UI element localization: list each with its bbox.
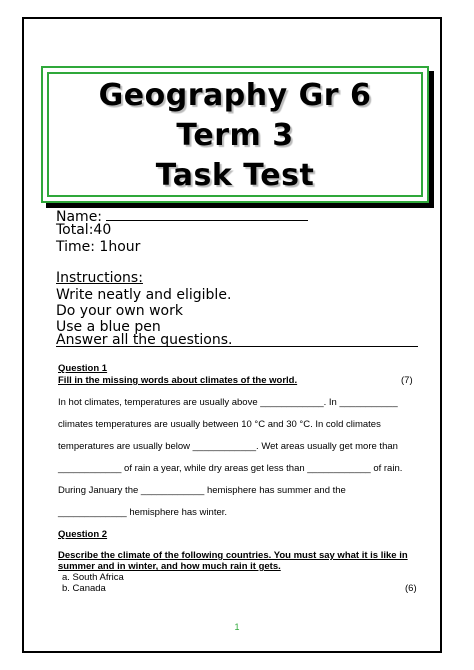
time-allowed: Time: 1hour [56,239,141,255]
question1-line: _____________ hemisphere has winter. [58,507,228,518]
instruction-item: Do your own work [56,303,183,319]
name-field-line[interactable] [106,206,308,221]
question1-prompt: Fill in the missing words about climates of the world. [58,375,298,386]
question2-prompt-continued: summer and in winter, and how much rain it gets. [58,561,281,572]
question1-marks: (7) [401,375,413,386]
instruction-item: Answer all the questions. [56,332,233,348]
question1-line: In hot climates, temperatures are usually above ____________. In ___________ [58,397,398,408]
question1-line: ____________ of rain a year, while dry areas get less than ____________ of rain. [58,463,403,474]
question2-prompt: Describe the climate of the following countries. You must say what it is like in [58,550,408,561]
instruction-item: Write neatly and eligible. [56,287,232,303]
title-task: Task Test [155,158,315,193]
page-number: 1 [234,622,240,632]
total-marks: Total:40 [56,222,112,238]
question1-line: temperatures are usually below ____________. Wet areas usually get more than [58,441,398,452]
title-term: Term 3 [176,118,294,153]
name-label: Name: [56,209,103,225]
instructions-divider [56,346,418,347]
question1-line: During January the ____________ hemisphere has summer and the [58,485,346,496]
instructions-heading: Instructions: [56,270,143,286]
question2-item-a: a. South Africa [62,572,124,583]
title-subject: Geography Gr 6 [98,78,372,113]
question2-heading: Question 2 [58,529,108,540]
question2-marks: (6) [405,583,417,594]
instruction-item: Use a blue pen [56,319,161,335]
title-box [41,66,429,203]
question1-line: climates temperatures are usually between 10 °C and 30 °C. In cold climates [58,419,381,430]
question1-heading: Question 1 [58,363,108,374]
question2-item-b: b. Canada [62,583,106,594]
